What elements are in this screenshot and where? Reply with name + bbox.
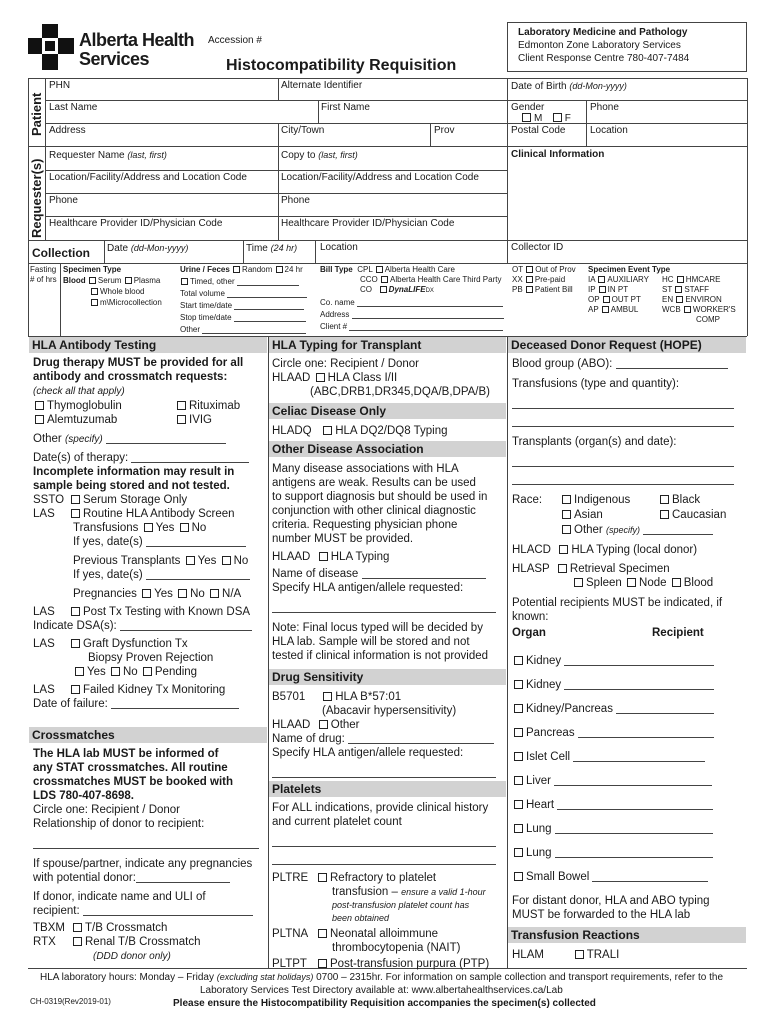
logo-line1: Alberta Health bbox=[79, 30, 195, 50]
footer-directory: Laboratory Services Test Directory available at: www.albertahealthservices.ca/Lab bbox=[200, 985, 563, 996]
spleen-checkbox[interactable] bbox=[574, 578, 583, 587]
organ-row[interactable]: Small Bowel bbox=[512, 870, 744, 890]
requester-name-field[interactable]: Requester Name (last, first) bbox=[49, 150, 167, 161]
form-number: CH-0319(Rev2019-01) bbox=[30, 997, 111, 1006]
ahs-logo bbox=[28, 22, 196, 72]
transfusion-reactions-header: Transfusion Reactions bbox=[508, 927, 746, 943]
urine-block: Urine / Feces Random 24 hr Timed, other Total volume Start time/date Stop time/date Other bbox=[180, 265, 318, 335]
random-checkbox[interactable] bbox=[233, 266, 240, 273]
copy-location-field[interactable]: Location/Facility/Address and Location Code bbox=[281, 172, 479, 183]
aux-checkbox[interactable] bbox=[598, 276, 605, 283]
footer-ensure: Please ensure the Histocompatibility Requisition accompanies the specimen(s) collected bbox=[173, 998, 596, 1009]
workers-checkbox[interactable] bbox=[684, 306, 691, 313]
race-other-checkbox[interactable] bbox=[562, 525, 571, 534]
typing-section: Circle one: Recipient / Donor HLAAD HLA Class I/II (ABC,DRB1,DR345,DQA/B,DPA/B) bbox=[272, 358, 491, 398]
hr24-checkbox[interactable] bbox=[276, 266, 283, 273]
first-name-field[interactable]: First Name bbox=[321, 102, 370, 113]
lab-info-box bbox=[507, 22, 747, 72]
payer-block: OT Out of Prov XX Pre-paid PB Patient Bill bbox=[512, 265, 576, 294]
routine-checkbox[interactable] bbox=[71, 509, 80, 518]
bill-type-block: Bill Type CPL Alberta Health Care CCO Alberta Health Care Third Party CO DynaLIFEDX Co. name Address Client # bbox=[320, 265, 510, 332]
alemtu-checkbox[interactable] bbox=[35, 415, 44, 424]
dq-checkbox[interactable] bbox=[323, 426, 332, 435]
hla-typing-header: HLA Typing for Transplant bbox=[269, 337, 506, 353]
gender-options[interactable]: M F bbox=[520, 113, 571, 125]
requester-hcp-field[interactable]: Healthcare Provider ID/Physician Code bbox=[49, 218, 223, 229]
requester-location-field[interactable]: Location/Facility/Address and Location Code bbox=[49, 172, 247, 183]
dynalife-checkbox[interactable] bbox=[380, 286, 387, 293]
ambul-checkbox[interactable] bbox=[602, 306, 609, 313]
form-title: Histocompatibility Requisition bbox=[226, 57, 457, 74]
specimen-event-block: Specimen Event Type IA AUXILIARY HC HMCARE IP IN PT ST STAFF OP OUT PT EN ENVIRON AP AMBUL WCB WORKER'S COMP bbox=[588, 265, 736, 324]
trali-row: HLAM TRALI bbox=[512, 949, 620, 961]
collection-time-field[interactable]: Time (24 hr) bbox=[246, 243, 298, 254]
collection-title: Collection bbox=[32, 246, 91, 260]
patbill-checkbox[interactable] bbox=[526, 286, 533, 293]
other-disease-section: Many disease associations with HLA antigens are weak. Results can be used to support diagnosis but should be used in conjunction with other clinical diagnostic criteria. Requesting physician phone number MUST be provided. HLAAD HLA Typing Name of disease Specify HLA antigen/allele requested: Note: Final locus typed will be decided by HLA lab. Sample will be stored and not tested if clinical information is not provided bbox=[272, 462, 504, 663]
organ-row[interactable]: Liver bbox=[512, 774, 744, 798]
address-field[interactable]: Address bbox=[49, 125, 86, 136]
thymo-checkbox[interactable] bbox=[35, 401, 44, 410]
organ-row[interactable]: Kidney bbox=[512, 654, 744, 678]
prepaid-checkbox[interactable] bbox=[526, 276, 533, 283]
organ-row[interactable]: Kidney/Pancreas bbox=[512, 702, 744, 726]
patient-side-label: Patient bbox=[29, 92, 44, 136]
organ-row[interactable]: Islet Cell bbox=[512, 750, 744, 774]
requester-phone-field[interactable]: Phone bbox=[49, 195, 78, 206]
classi-checkbox[interactable] bbox=[316, 373, 325, 382]
copy-hcp-field[interactable]: Healthcare Provider ID/Physician Code bbox=[281, 218, 455, 229]
pltre-checkbox[interactable] bbox=[318, 873, 327, 882]
ahc3-checkbox[interactable] bbox=[381, 276, 388, 283]
lab-name: Laboratory Medicine and Pathology bbox=[518, 27, 688, 38]
ahc-checkbox[interactable] bbox=[376, 266, 383, 273]
prev-no-checkbox[interactable] bbox=[222, 556, 231, 565]
preg-na-checkbox[interactable] bbox=[210, 589, 219, 598]
crossmatch-section: The HLA lab MUST be informed of any STAT crossmatches. All routine crossmatches MUST be booked with LDS 780-407-8698. Circle one: Recipient / Donor Relationship of donor to recipient: If spouse/partner, indicate any pregnancies with potential donor: If donor, indicate name and ULI of recipient: TBXM T/B Crossmatch RTX Renal T/B Crossmatch (DDD donor only) bbox=[33, 747, 267, 964]
gender-m-checkbox[interactable] bbox=[522, 113, 531, 122]
dob-field[interactable]: Date of Birth (dd-Mon-yyyy) bbox=[511, 81, 627, 92]
tbxm-checkbox[interactable] bbox=[73, 923, 82, 932]
organ-row[interactable]: Pancreas bbox=[512, 726, 744, 750]
outpt-checkbox[interactable] bbox=[603, 296, 610, 303]
copy-to-field[interactable]: Copy to (last, first) bbox=[281, 150, 358, 161]
trans-no-checkbox[interactable] bbox=[180, 523, 189, 532]
biopsy-pending-checkbox[interactable] bbox=[143, 667, 152, 676]
black-checkbox[interactable] bbox=[660, 495, 669, 504]
patient-phone-field[interactable]: Phone bbox=[590, 102, 619, 113]
other-disease-header: Other Disease Association bbox=[269, 441, 506, 457]
antibody-section: Drug therapy MUST be provided for all antibody and crossmatch requests: (check all that apply) Thymoglobulin Rituximab Alemtuzumab IVIG Other (specify) Date(s) of therapy: Incomplete information may result in sample being stored and not tested. SSTO Serum Storage Only LAS Routine HLA Antibody Screen Transfusions Yes No If yes, date(s) Previous Transplants Yes No If yes, date(s) Pregnancies Yes No N/A LAS Post Tx Testing with Known DSA Indicate DSA(s): LAS Graft Dysfunction Tx Biopsy Proven Rejection Yes No Pending LAS Failed Kidney Tx Monitoring Date of failure: bbox=[33, 357, 251, 710]
failed-checkbox[interactable] bbox=[71, 685, 80, 694]
organ-row[interactable]: Kidney bbox=[512, 678, 744, 702]
phn-field[interactable]: PHN bbox=[49, 80, 71, 91]
biopsy-no-checkbox[interactable] bbox=[111, 667, 120, 676]
timed-checkbox[interactable] bbox=[181, 278, 188, 285]
b5701-checkbox[interactable] bbox=[323, 692, 332, 701]
cauc-checkbox[interactable] bbox=[660, 510, 669, 519]
posttx-checkbox[interactable] bbox=[71, 607, 80, 616]
oop-checkbox[interactable] bbox=[526, 266, 533, 273]
prov-field[interactable]: Prov bbox=[434, 125, 455, 136]
node-checkbox[interactable] bbox=[627, 578, 636, 587]
prev-yes-checkbox[interactable] bbox=[186, 556, 195, 565]
requester-side-label: Requester(s) bbox=[29, 158, 44, 238]
lab-centre: Client Response Centre 780-407-7484 bbox=[518, 53, 690, 64]
accession-label: Accession # bbox=[208, 35, 262, 46]
celiac-row: HLADQ HLA DQ2/DQ8 Typing bbox=[272, 425, 448, 437]
postal-field[interactable]: Postal Code bbox=[511, 125, 566, 136]
clinical-info-field[interactable]: Clinical Information bbox=[511, 149, 605, 160]
hla-antibody-header: HLA Antibody Testing bbox=[29, 337, 267, 353]
platelets-header: Platelets bbox=[269, 781, 506, 797]
city-field[interactable]: City/Town bbox=[281, 125, 325, 136]
biopsy-yes-checkbox[interactable] bbox=[75, 667, 84, 676]
inpt-checkbox[interactable] bbox=[599, 286, 606, 293]
copy-phone-field[interactable]: Phone bbox=[281, 195, 310, 206]
organ-row[interactable]: Lung bbox=[512, 846, 744, 870]
fasting-field[interactable]: Fasting # of hrs bbox=[30, 265, 57, 284]
collection-date-field[interactable]: Date (dd-Mon-yyyy) bbox=[107, 243, 189, 254]
hmcare-checkbox[interactable] bbox=[677, 276, 684, 283]
pltpt-checkbox[interactable] bbox=[318, 959, 327, 968]
drug-section: B5701 HLA B*57:01 (Abacavir hypersensitivity) HLAAD Other Name of drug: Specify HLA antigen/allele requested: bbox=[272, 690, 504, 780]
blood-checkbox[interactable] bbox=[672, 578, 681, 587]
plasma-checkbox[interactable] bbox=[125, 277, 132, 284]
rtx-checkbox[interactable] bbox=[73, 937, 82, 946]
indig-checkbox[interactable] bbox=[562, 495, 571, 504]
ahs-cross-icon bbox=[28, 24, 74, 70]
logo-line2: Services bbox=[79, 49, 150, 69]
drug-other-checkbox[interactable] bbox=[319, 720, 328, 729]
location-field[interactable]: Location bbox=[590, 125, 628, 136]
hlatyping-checkbox[interactable] bbox=[319, 552, 328, 561]
celiac-header: Celiac Disease Only bbox=[269, 403, 506, 419]
graft-checkbox[interactable] bbox=[71, 639, 80, 648]
preg-no-checkbox[interactable] bbox=[178, 589, 187, 598]
organ-row[interactable]: Heart bbox=[512, 798, 744, 822]
environ-checkbox[interactable] bbox=[676, 296, 683, 303]
gender-f-checkbox[interactable] bbox=[553, 113, 562, 122]
serum-checkbox[interactable] bbox=[89, 277, 96, 284]
collector-id-field[interactable]: Collector ID bbox=[511, 242, 564, 253]
staff-checkbox[interactable] bbox=[675, 286, 682, 293]
drug-sensitivity-header: Drug Sensitivity bbox=[269, 669, 506, 685]
hlasp-checkbox[interactable] bbox=[558, 564, 567, 573]
ritux-checkbox[interactable] bbox=[177, 401, 186, 410]
donor-section: Blood group (ABO): Transfusions (type and quantity): Transplants (organ(s) and date): Race: Indigenous Black Asian Caucasian Other (specify) HLACD HLA Typing (local donor) HLASP Retrieval Specimen Spleen Node Blood Potential recipients MUST be indicated, if known: Organ Recipient bbox=[512, 357, 744, 640]
hlacd-checkbox[interactable] bbox=[559, 545, 568, 554]
last-name-field[interactable]: Last Name bbox=[49, 102, 98, 113]
micro-checkbox[interactable] bbox=[91, 299, 98, 306]
platelets-section: For ALL indications, provide clinical history and current platelet count PLTRE Refractory to platelet transfusion – ensure a valid 1-hour post-transfusion platelet count has been obtained PLTNA Neonatal alloimmune thrombocytopenia (NAIT) PLTPT Post-transfusion purpura (PTP) bbox=[272, 801, 504, 971]
organ-list: Kidney Kidney Kidney/Pancreas Pancreas Islet Cell Liver Heart Lung Lung Small Bowel For distant donor, HLA and ABO typing MUST be forwarded to the HLA lab bbox=[512, 654, 744, 922]
crossmatches-header: Crossmatches bbox=[29, 727, 267, 743]
pltna-checkbox[interactable] bbox=[318, 929, 327, 938]
trans-yes-checkbox[interactable] bbox=[144, 523, 153, 532]
asian-checkbox[interactable] bbox=[562, 510, 571, 519]
organ-row[interactable]: Lung bbox=[512, 822, 744, 846]
alt-id-field[interactable]: Alternate Identifier bbox=[281, 80, 363, 91]
ssto-checkbox[interactable] bbox=[71, 495, 80, 504]
footer-hours: HLA laboratory hours: Monday – Friday (excluding stat holidays) 0700 – 2315hr. For information on sample collection and transport requirements, refer to the bbox=[40, 972, 724, 983]
whole-blood-checkbox[interactable] bbox=[91, 288, 98, 295]
lab-zone: Edmonton Zone Laboratory Services bbox=[518, 40, 681, 51]
ivig-checkbox[interactable] bbox=[177, 415, 186, 424]
gender-label: Gender bbox=[511, 102, 545, 113]
deceased-donor-header: Deceased Donor Request (HOPE) bbox=[508, 337, 746, 353]
collection-location-field[interactable]: Location bbox=[320, 242, 358, 253]
trali-checkbox[interactable] bbox=[575, 950, 584, 959]
specimen-type-block: Specimen Type Blood Serum Plasma Whole blood m\Microcollection bbox=[63, 265, 162, 307]
preg-yes-checkbox[interactable] bbox=[142, 589, 151, 598]
